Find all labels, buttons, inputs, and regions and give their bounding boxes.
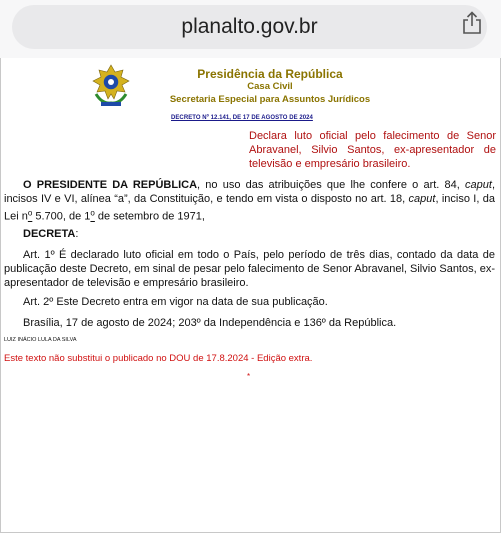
signer-name: LUIZ INÁCIO LULA DA SILVA — [4, 337, 77, 343]
decreta-colon: : — [75, 228, 79, 240]
preamble-text-3: , inciso I, da Lei n — [4, 193, 495, 223]
presidency-title: Presidência da República — [197, 67, 343, 81]
caput-2: caput — [408, 193, 436, 205]
decreta-word: DECRETA — [23, 228, 76, 240]
dou-notice: Este texto não substitui o publicado no DOU de 17.8.2024 - Edição extra. — [4, 353, 313, 364]
article-2: Art. 2º Este Decreto entra em vigor na data de sua publicação. — [23, 296, 328, 308]
preamble-text-5: de setembro de 1971, — [94, 210, 205, 223]
decree-number-link[interactable]: DECRETO Nº 12.141, DE 17 DE AGOSTO DE 2024 — [171, 115, 313, 121]
preamble-text-1: , no uso das atribuições que lhe confere o art. 84, — [197, 179, 466, 191]
preamble-sup-1: o — [27, 208, 33, 217]
caput-1: caput — [465, 179, 492, 191]
casa-civil-title: Casa Civil — [247, 81, 293, 92]
asterisk-mark: * — [247, 372, 251, 381]
share-icon[interactable] — [461, 11, 483, 35]
president-heading: O PRESIDENTE DA REPÚBLICA — [23, 179, 198, 191]
preamble-sup-2: o — [90, 208, 95, 217]
url-text[interactable]: planalto.gov.br — [181, 15, 318, 38]
brazil-coat-of-arms-icon — [92, 64, 130, 108]
browser-toolbar — [0, 0, 501, 58]
secretariat-title: Secretaria Especial para Assuntos Jurídicos — [169, 94, 371, 105]
preamble-paragraph — [4, 178, 495, 224]
preamble-text-2: , incisos IV e VI, alínea “a”, da Constituição, e tendo em vista o disposto no art. 18, — [4, 179, 495, 205]
address-bar[interactable] — [12, 5, 487, 49]
decree-summary: Declara luto oficial pelo falecimento de Senor Abravanel, Silvio Santos, ex-apresentador de televisão e empresário brasileiro. — [249, 130, 496, 170]
preamble-text-4: 5.700, de 1 — [32, 210, 91, 223]
closing-date-line: Brasília, 17 de agosto de 2024; 203º da Independência e 136º da República. — [23, 317, 397, 329]
decreta-line — [23, 227, 78, 241]
article-1: Art. 1º É declarado luto oficial em todo o País, pelo período de três dias, contado da data de publicação deste Decreto, em sinal de pesar pelo falecimento de Senor Abravanel, Silvio Santos, ex-apresentador de televisão e empresário brasileiro. — [4, 249, 496, 289]
